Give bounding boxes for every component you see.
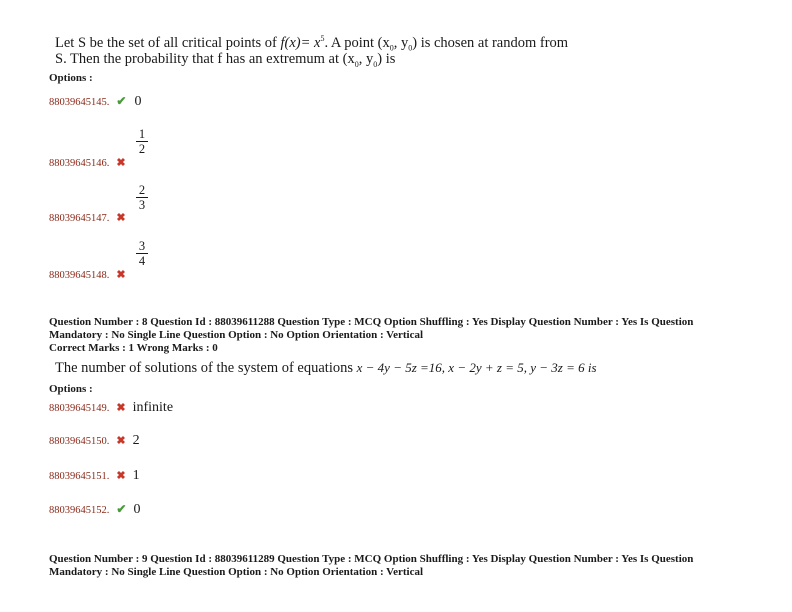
q7-fx: f(x)	[280, 34, 301, 51]
q7-text2-a: S. Then the probability that f has an extremum at (x	[55, 51, 355, 67]
option-value: 0	[133, 502, 141, 517]
option-value: 0	[134, 94, 142, 109]
cross-icon: ✖	[116, 434, 126, 447]
q7-sub: 0	[354, 59, 359, 69]
q8-meta	[49, 316, 693, 355]
q7-option-2-fraction	[136, 128, 148, 155]
option-id: 88039645150.	[49, 436, 110, 447]
denominator: 2	[138, 142, 146, 156]
q8-meta-line2: Mandatory : No Single Line Question Option : No Option Orientation : Vertical	[49, 329, 424, 341]
q8-text-a: The number of solutions of the system of equations	[55, 360, 357, 376]
q8-option-1[interactable]	[49, 398, 173, 416]
q7-option-4-fraction	[136, 240, 148, 267]
q8-option-2[interactable]	[49, 431, 140, 449]
q8-option-3[interactable]	[49, 466, 140, 484]
q8-text	[55, 360, 597, 377]
denominator: 3	[138, 198, 146, 212]
option-id: 88039645148.	[49, 270, 110, 281]
q9-meta	[49, 553, 693, 579]
option-id: 88039645151.	[49, 471, 110, 482]
option-id: 88039645152.	[49, 505, 110, 516]
option-id: 88039645145.	[49, 97, 110, 108]
q7-text2-c: ) is	[377, 51, 396, 67]
cross-icon: ✖	[116, 211, 126, 224]
cross-icon: ✖	[116, 469, 126, 482]
q7-option-3[interactable]	[49, 208, 126, 226]
q9-meta-line2: Mandatory : No Single Line Question Option : No Option Orientation : Vertical	[49, 566, 424, 578]
q8-meta-line1: Question Number : 8 Question Id : 88039611288 Question Type : MCQ Option Shuffling : Yes Display Question Number : Yes Is Question	[49, 316, 694, 328]
q7-option-1[interactable]	[49, 92, 141, 110]
q7-text-c: , y	[393, 34, 409, 51]
q7-text-line2	[55, 51, 395, 69]
check-icon: ✔	[116, 501, 127, 516]
q9-meta-line1: Question Number : 9 Question Id : 88039611289 Question Type : MCQ Option Shuffling : Yes Display Question Number : Yes Is Question	[49, 553, 694, 565]
option-value: infinite	[132, 400, 174, 415]
numerator: 1	[138, 127, 146, 141]
q7-text-b: . A point (x	[324, 34, 390, 51]
cross-icon: ✖	[116, 156, 126, 169]
q7-option-4[interactable]	[49, 265, 126, 283]
denominator: 4	[138, 254, 146, 268]
q8-equations: x − 4y − 5z =16, x − 2y + z = 5, y − 3z = 6 is	[356, 360, 597, 375]
check-icon: ✔	[116, 93, 127, 108]
q7-option-2[interactable]	[49, 153, 126, 171]
q7-option-3-fraction	[136, 184, 148, 211]
q8-options-label: Options :	[49, 383, 93, 395]
q7-text2-b: , y	[358, 51, 374, 67]
q7-text-line1	[55, 34, 568, 53]
q7-options-label: Options :	[49, 72, 93, 84]
cross-icon: ✖	[116, 401, 126, 414]
q7-sub: 0	[408, 43, 413, 53]
option-value: 2	[132, 433, 140, 448]
q7-exp: 5	[320, 34, 325, 43]
cross-icon: ✖	[116, 268, 126, 281]
option-id: 88039645147.	[49, 213, 110, 224]
option-id: 88039645146.	[49, 158, 110, 169]
q8-option-4[interactable]	[49, 500, 140, 518]
numerator: 3	[138, 239, 146, 253]
q8-marks: Correct Marks : 1 Wrong Marks : 0	[49, 342, 218, 354]
numerator: 2	[138, 183, 146, 197]
q7-sub: 0	[373, 59, 378, 69]
option-value: 1	[132, 468, 140, 483]
option-id: 88039645149.	[49, 403, 110, 414]
q7-eq: = x	[300, 34, 321, 51]
q7-text-d: ) is chosen at random from	[412, 34, 569, 51]
q7-text: Let S be the set of all critical points of	[55, 34, 281, 51]
q7-sub: 0	[389, 43, 394, 53]
